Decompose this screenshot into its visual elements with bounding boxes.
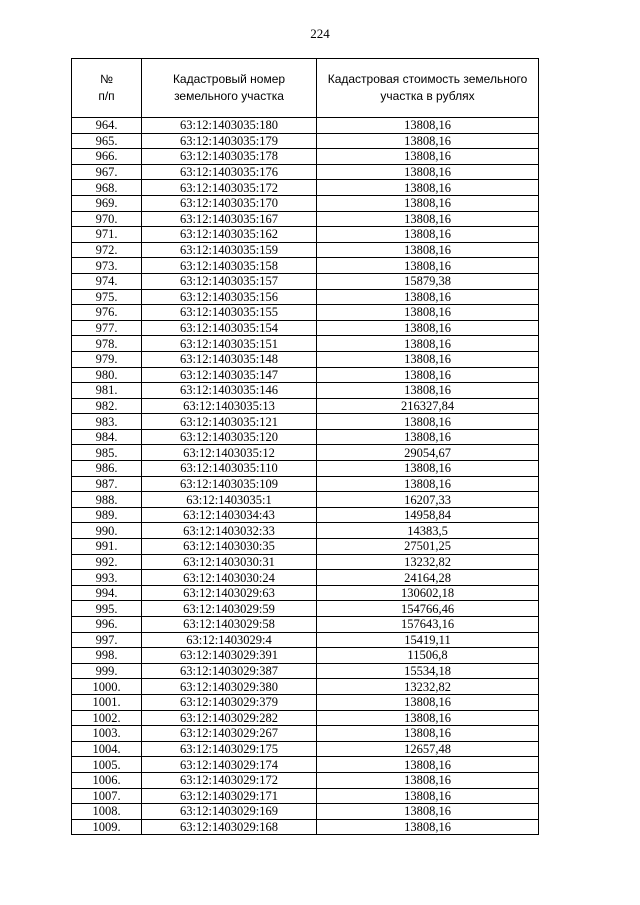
table-row [72, 694, 539, 710]
row-number-cell: 997. [72, 632, 142, 648]
header-number: № п/п [72, 59, 142, 118]
cadastral-value-cell: 13808,16 [317, 133, 539, 149]
cadastral-value-cell: 27501,25 [317, 539, 539, 555]
cadastral-number-cell: 63:12:1403029:175 [142, 741, 317, 757]
row-number-cell: 994. [72, 585, 142, 601]
header-cadastral-number: Кадастровый номер земельного участка [142, 59, 317, 118]
table-row [72, 367, 539, 383]
row-number-cell: 968. [72, 180, 142, 196]
cadastral-number-cell: 63:12:1403029:169 [142, 804, 317, 820]
row-number-cell: 970. [72, 211, 142, 227]
cadastral-number-cell: 63:12:1403035:156 [142, 289, 317, 305]
cadastral-number-cell: 63:12:1403030:24 [142, 570, 317, 586]
cadastral-value-cell: 13808,16 [317, 258, 539, 274]
row-number-cell: 993. [72, 570, 142, 586]
table-row [72, 741, 539, 757]
table-row [72, 507, 539, 523]
table-row [72, 679, 539, 695]
row-number-cell: 995. [72, 601, 142, 617]
row-number-cell: 980. [72, 367, 142, 383]
cadastral-number-cell: 63:12:1403035:151 [142, 336, 317, 352]
cadastral-value-cell: 13808,16 [317, 476, 539, 492]
cadastral-number-cell: 63:12:1403035:121 [142, 414, 317, 430]
cadastral-value-cell: 13232,82 [317, 679, 539, 695]
cadastral-value-cell: 15534,18 [317, 663, 539, 679]
table-body [72, 118, 539, 835]
header-cadastral-value: Кадастровая стоимость земельного участка в рублях [317, 59, 539, 118]
cadastral-value-cell: 13808,16 [317, 289, 539, 305]
cadastral-value-cell: 13808,16 [317, 164, 539, 180]
cadastral-number-cell: 63:12:1403035:158 [142, 258, 317, 274]
row-number-cell: 989. [72, 507, 142, 523]
table-row [72, 149, 539, 165]
cadastral-number-cell: 63:12:1403035:176 [142, 164, 317, 180]
cadastral-value-cell: 13232,82 [317, 554, 539, 570]
cadastral-value-cell: 14383,5 [317, 523, 539, 539]
cadastral-value-cell: 15879,38 [317, 273, 539, 289]
row-number-cell: 1001. [72, 694, 142, 710]
cadastral-value-cell: 13808,16 [317, 710, 539, 726]
cadastral-number-cell: 63:12:1403030:35 [142, 539, 317, 555]
cadastral-number-cell: 63:12:1403035:147 [142, 367, 317, 383]
cadastral-value-cell: 13808,16 [317, 772, 539, 788]
row-number-cell: 969. [72, 195, 142, 211]
cadastral-value-cell: 13808,16 [317, 180, 539, 196]
cadastral-value-cell: 13808,16 [317, 351, 539, 367]
table-row [72, 570, 539, 586]
row-number-cell: 990. [72, 523, 142, 539]
table-row [72, 554, 539, 570]
cadastral-value-cell: 24164,28 [317, 570, 539, 586]
table-row [72, 242, 539, 258]
table-row [72, 476, 539, 492]
table-row [72, 585, 539, 601]
cadastral-number-cell: 63:12:1403034:43 [142, 507, 317, 523]
cadastral-number-cell: 63:12:1403035:110 [142, 461, 317, 477]
cadastral-value-cell: 13808,16 [317, 367, 539, 383]
cadastral-number-cell: 63:12:1403035:167 [142, 211, 317, 227]
cadastral-number-cell: 63:12:1403029:172 [142, 772, 317, 788]
table-row [72, 492, 539, 508]
cadastral-value-cell: 13808,16 [317, 461, 539, 477]
row-number-cell: 975. [72, 289, 142, 305]
table-row [72, 539, 539, 555]
cadastral-value-cell: 157643,16 [317, 617, 539, 633]
cadastral-number-cell: 63:12:1403035:1 [142, 492, 317, 508]
table-row [72, 429, 539, 445]
cadastral-value-cell: 13808,16 [317, 694, 539, 710]
row-number-cell: 967. [72, 164, 142, 180]
cadastral-number-cell: 63:12:1403035:178 [142, 149, 317, 165]
row-number-cell: 987. [72, 476, 142, 492]
row-number-cell: 964. [72, 118, 142, 134]
cadastral-value-cell: 11506,8 [317, 648, 539, 664]
table-row [72, 336, 539, 352]
row-number-cell: 971. [72, 227, 142, 243]
table-row [72, 211, 539, 227]
cadastral-number-cell: 63:12:1403029:171 [142, 788, 317, 804]
cadastral-number-cell: 63:12:1403035:146 [142, 383, 317, 399]
row-number-cell: 966. [72, 149, 142, 165]
cadastral-value-cell: 13808,16 [317, 242, 539, 258]
cadastral-number-cell: 63:12:1403035:148 [142, 351, 317, 367]
cadastral-number-cell: 63:12:1403029:59 [142, 601, 317, 617]
cadastral-number-cell: 63:12:1403029:391 [142, 648, 317, 664]
row-number-cell: 979. [72, 351, 142, 367]
table-row [72, 710, 539, 726]
row-number-cell: 981. [72, 383, 142, 399]
cadastral-number-cell: 63:12:1403035:154 [142, 320, 317, 336]
row-number-cell: 978. [72, 336, 142, 352]
row-number-cell: 976. [72, 305, 142, 321]
cadastral-number-cell: 63:12:1403035:155 [142, 305, 317, 321]
cadastral-value-cell: 13808,16 [317, 211, 539, 227]
table-row [72, 726, 539, 742]
cadastral-value-cell: 13808,16 [317, 429, 539, 445]
cadastral-number-cell: 63:12:1403029:387 [142, 663, 317, 679]
row-number-cell: 977. [72, 320, 142, 336]
cadastral-value-cell: 13808,16 [317, 336, 539, 352]
cadastral-number-cell: 63:12:1403029:4 [142, 632, 317, 648]
table-row [72, 383, 539, 399]
cadastral-number-cell: 63:12:1403032:33 [142, 523, 317, 539]
cadastral-value-cell: 13808,16 [317, 726, 539, 742]
table-row [72, 617, 539, 633]
cadastral-value-cell: 216327,84 [317, 398, 539, 414]
table-row [72, 133, 539, 149]
cadastral-number-cell: 63:12:1403035:179 [142, 133, 317, 149]
row-number-cell: 965. [72, 133, 142, 149]
row-number-cell: 1002. [72, 710, 142, 726]
row-number-cell: 999. [72, 663, 142, 679]
page-number: 224 [310, 26, 330, 41]
table-row [72, 398, 539, 414]
row-number-cell: 992. [72, 554, 142, 570]
row-number-cell: 1008. [72, 804, 142, 820]
row-number-cell: 974. [72, 273, 142, 289]
cadastral-value-cell: 13808,16 [317, 414, 539, 430]
cadastral-number-cell: 63:12:1403035:180 [142, 118, 317, 134]
cadastral-number-cell: 63:12:1403030:31 [142, 554, 317, 570]
cadastral-value-cell: 13808,16 [317, 118, 539, 134]
row-number-cell: 991. [72, 539, 142, 555]
row-number-cell: 988. [72, 492, 142, 508]
row-number-cell: 996. [72, 617, 142, 633]
cadastral-number-cell: 63:12:1403029:63 [142, 585, 317, 601]
cadastral-number-cell: 63:12:1403035:159 [142, 242, 317, 258]
table-row [72, 601, 539, 617]
cadastral-number-cell: 63:12:1403035:157 [142, 273, 317, 289]
table-row [72, 164, 539, 180]
table-row [72, 819, 539, 835]
table-row [72, 305, 539, 321]
cadastral-number-cell: 63:12:1403035:109 [142, 476, 317, 492]
table-row [72, 772, 539, 788]
table-row [72, 273, 539, 289]
table-row [72, 180, 539, 196]
table-row [72, 461, 539, 477]
row-number-cell: 982. [72, 398, 142, 414]
cadastral-value-cell: 14958,84 [317, 507, 539, 523]
row-number-cell: 1000. [72, 679, 142, 695]
table-row [72, 445, 539, 461]
row-number-cell: 984. [72, 429, 142, 445]
header-row [72, 59, 539, 118]
row-number-cell: 1006. [72, 772, 142, 788]
table-row [72, 804, 539, 820]
cadastral-number-cell: 63:12:1403029:174 [142, 757, 317, 773]
cadastral-number-cell: 63:12:1403035:12 [142, 445, 317, 461]
cadastral-number-cell: 63:12:1403035:170 [142, 195, 317, 211]
table-row [72, 414, 539, 430]
table-row [72, 788, 539, 804]
cadastral-value-cell: 13808,16 [317, 195, 539, 211]
table-row [72, 351, 539, 367]
table-row [72, 289, 539, 305]
table-row [72, 632, 539, 648]
cadastral-value-cell: 13808,16 [317, 788, 539, 804]
cadastral-value-cell: 16207,33 [317, 492, 539, 508]
row-number-cell: 1004. [72, 741, 142, 757]
row-number-cell: 1005. [72, 757, 142, 773]
cadastral-table [71, 58, 539, 835]
row-number-cell: 986. [72, 461, 142, 477]
cadastral-value-cell: 130602,18 [317, 585, 539, 601]
cadastral-number-cell: 63:12:1403035:13 [142, 398, 317, 414]
cadastral-value-cell: 13808,16 [317, 804, 539, 820]
cadastral-value-cell: 29054,67 [317, 445, 539, 461]
row-number-cell: 1003. [72, 726, 142, 742]
cadastral-value-cell: 13808,16 [317, 757, 539, 773]
cadastral-number-cell: 63:12:1403029:282 [142, 710, 317, 726]
cadastral-value-cell: 12657,48 [317, 741, 539, 757]
table-row [72, 648, 539, 664]
table-row [72, 118, 539, 134]
cadastral-value-cell: 13808,16 [317, 305, 539, 321]
table-row [72, 195, 539, 211]
table-row [72, 523, 539, 539]
row-number-cell: 1009. [72, 819, 142, 835]
table-row [72, 258, 539, 274]
row-number-cell: 985. [72, 445, 142, 461]
row-number-cell: 973. [72, 258, 142, 274]
cadastral-number-cell: 63:12:1403029:267 [142, 726, 317, 742]
row-number-cell: 998. [72, 648, 142, 664]
row-number-cell: 983. [72, 414, 142, 430]
table-row [72, 757, 539, 773]
cadastral-value-cell: 13808,16 [317, 149, 539, 165]
row-number-cell: 972. [72, 242, 142, 258]
cadastral-number-cell: 63:12:1403035:120 [142, 429, 317, 445]
cadastral-value-cell: 154766,46 [317, 601, 539, 617]
cadastral-number-cell: 63:12:1403029:58 [142, 617, 317, 633]
cadastral-number-cell: 63:12:1403035:172 [142, 180, 317, 196]
cadastral-number-cell: 63:12:1403029:380 [142, 679, 317, 695]
cadastral-value-cell: 13808,16 [317, 819, 539, 835]
table-row [72, 227, 539, 243]
table-row [72, 320, 539, 336]
cadastral-value-cell: 13808,16 [317, 320, 539, 336]
cadastral-number-cell: 63:12:1403029:168 [142, 819, 317, 835]
cadastral-value-cell: 15419,11 [317, 632, 539, 648]
row-number-cell: 1007. [72, 788, 142, 804]
cadastral-value-cell: 13808,16 [317, 383, 539, 399]
cadastral-number-cell: 63:12:1403029:379 [142, 694, 317, 710]
cadastral-value-cell: 13808,16 [317, 227, 539, 243]
cadastral-number-cell: 63:12:1403035:162 [142, 227, 317, 243]
table-header [72, 59, 539, 118]
table-row [72, 663, 539, 679]
